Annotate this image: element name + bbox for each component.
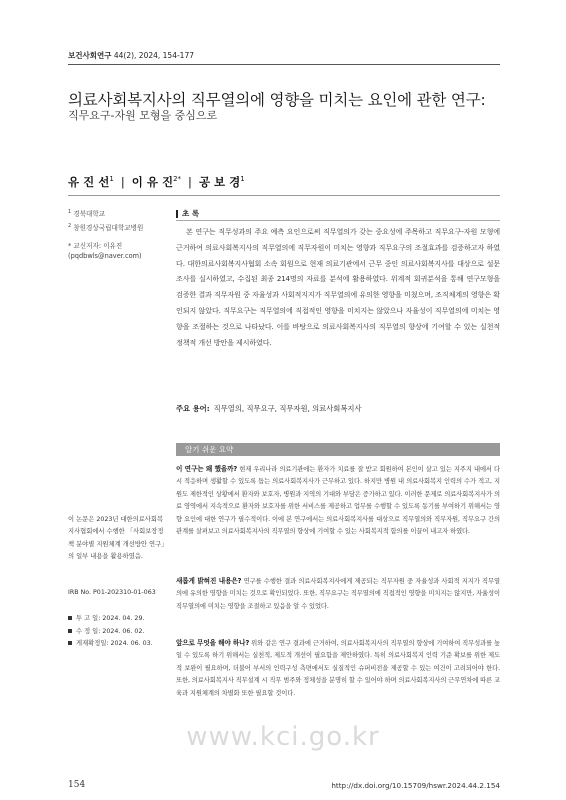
date-row: 수 정 일: 2024. 06. 02. <box>68 626 153 639</box>
keywords-label: 주요 용어: <box>176 404 210 413</box>
heading-bar <box>176 210 178 218</box>
submission-dates <box>68 613 153 651</box>
abstract-text: 본 연구는 직무성과의 주요 예측 요인으로써 직무열의가 갖는 중요성에 주목하고 직무요구-자원 모형에 근거하여 의료사회복지사의 직무열의에 직무자원이 미치는 영향과 직무요구의 조절효과를 검증하고자 하였다. 대한의료사회복지사협회 소속 회원으로 현재 의료기관에서 근무 중인 의료사회복지사를 대상으로 설문조사를 실시하였고, 수집된 최종 214명의 자료를 분석에 활용하였다. 위계적 회귀분석을 통해 연구모형을 검증한 결과 직무자원 중 자율성과 사회적지지가 직무열의에 유의한 영향을 미쳤으며, 조직체계의 영향은 확인되지 않았다. 직무요구는 직무열의에 직접적인 영향을 미치지는 않았으나 자율성이 직무열의에 미치는 영향을 조절하는 것으로 나타났다. 이를 바탕으로 의료사회복지사의 직무열의 향상에 기여할 수 있는 실천적 정책적 개선 방안을 제시하였다. <box>176 227 500 347</box>
paper-title: 의료사회복지사의 직무열의에 영향을 미치는 요인에 관한 연구: <box>68 91 486 109</box>
author-separator: | <box>120 175 125 189</box>
section-question: 앞으로 무엇을 해야 하나? <box>176 639 250 647</box>
easy-summary-section <box>176 575 500 613</box>
easy-summary-heading: 알기 쉬운 요약 <box>185 445 234 454</box>
watermark: www.kci.go.kr <box>186 722 380 752</box>
section-text: 현재 우리나라 의료기관에는 환자가 치료를 잘 받고 회원하여 본인이 살고 있는 지주지 내에서 다시 적응하며 생활할 수 있도록 돕는 의료사회복지사가 근무하고 있다. 하지만 병원 내 의료사회복지 인력의 수가 적고, 지원도 제한적인 상황에서 환자와 보호자, 병원과 지역의 기대와 부담은 증가하고 있다. 이러한 문제로 의료사회복지사가 의료 영역에서 지속적으로 환자와 보호자를 위한 서비스를 제공하고 업무를 수행할 수 있도록 동기를 부여하기 위해서는 영향 요인에 대한 연구가 필수적이다. 이에 본 연구에서는 의료사회복지사를 대상으로 직무열의와 직무자원, 직무요구 간의 관계를 살펴보고 의료사회복지사의 직무열의 향상에 기여할 수 있는 사회복지적 함의를 이끌어 내고자 하였다. <box>176 466 501 536</box>
affiliation: $^1$ 경북대학교 <box>68 209 106 219</box>
abstract-rule <box>176 220 500 221</box>
abstract-heading: 초 록 <box>176 208 199 219</box>
author-separator: | <box>188 175 192 189</box>
doi-link[interactable]: http://dx.doi.org/10.15709/hswr.2024.44.2.154 <box>331 781 500 790</box>
journal-name: 보건사회연구 <box>68 51 112 60</box>
funding-note: 이 논문은 2023년 대한의료사회복지사협회에서 수행한 「사회보장정책 분야별 지원체계 개선방안 연구」의 일부 내용을 활용하였음. <box>68 516 165 561</box>
author-name: 유 진 선 <box>68 175 110 189</box>
section-question: 새롭게 밝혀진 내용은? <box>176 577 242 585</box>
keywords <box>176 404 362 414</box>
paper-subtitle: 직무요구-자원 모형을 중심으로 <box>68 109 218 122</box>
journal-issue: 44(2), 2024, 154-177 <box>111 51 194 60</box>
corresponding-email[interactable]: (pqdbwls@naver.com) <box>68 252 142 260</box>
author-affiliation-mark: 1 <box>109 175 114 184</box>
page-number: 154 <box>68 780 86 790</box>
author-name: 공 보 경 <box>198 175 241 189</box>
journal-citation <box>68 50 194 61</box>
section-question: 이 연구는 왜 했을까? <box>176 465 238 473</box>
easy-summary-banner <box>176 443 500 456</box>
date-row: 게재확정일: 2024. 06. 03. <box>68 638 153 651</box>
corresponding-author <box>68 241 168 261</box>
author-affiliation-mark: 1 <box>240 175 245 184</box>
section-text: 연구를 수행한 결과 의료사회복지사에게 제공되는 직무자원 중 자율성과 사회적 지지가 직무열의에 유의한 영향을 미치는 것으로 확인되었다. 또한, 직무요구는 직무열의에 직접적인 영향을 미치지는 않지만, 자율성이 직무열의에 미치는 영향을 조절하고 있음을 알 수 있었다. <box>176 578 500 610</box>
irb-number: IRB No. P01-202310-01-063 <box>68 589 156 596</box>
author-list <box>68 174 245 190</box>
author-affiliation-mark: 2* <box>173 175 182 184</box>
author-rule <box>68 195 500 196</box>
easy-summary-section <box>176 463 500 538</box>
date-row: 투 고 일: 2024. 04. 29. <box>68 613 153 626</box>
affiliation: $^2$ 창원경상국립대학교병원 <box>68 223 144 233</box>
author-name: 이 유 진 <box>131 175 174 189</box>
header-rule <box>68 64 500 65</box>
keywords-values: 직무열의, 직무요구, 직무자원, 의료사회복지사 <box>213 404 362 413</box>
corresponding-label: * 교신저자: 이유진 <box>68 242 123 250</box>
section-text: 위와 같은 연구 결과에 근거하여, 의료사회복지사의 직무열의 향상에 기여하여 직무성과를 높일 수 있도록 하기 위해서는 실천적, 제도적 개선이 필요함을 제안하였다. 특히 의료사회복지 인력 기준 확보를 위한 제도적 보완이 필요하며, 더불어 부서의 인력구성 측면에서도 실질적인 슈퍼비전을 제공할 수 있는 여건이 고려되어야 한다. 또한, 의료사회복지사 직무설계 시 직무 범주와 정체성을 분명히 할 수 있어야 하며 의료사회복지사의 근무연차에 따른 교육과 지원체계의 차별화 또한 필요할 것이다. <box>176 640 500 697</box>
easy-summary-section <box>176 637 500 700</box>
